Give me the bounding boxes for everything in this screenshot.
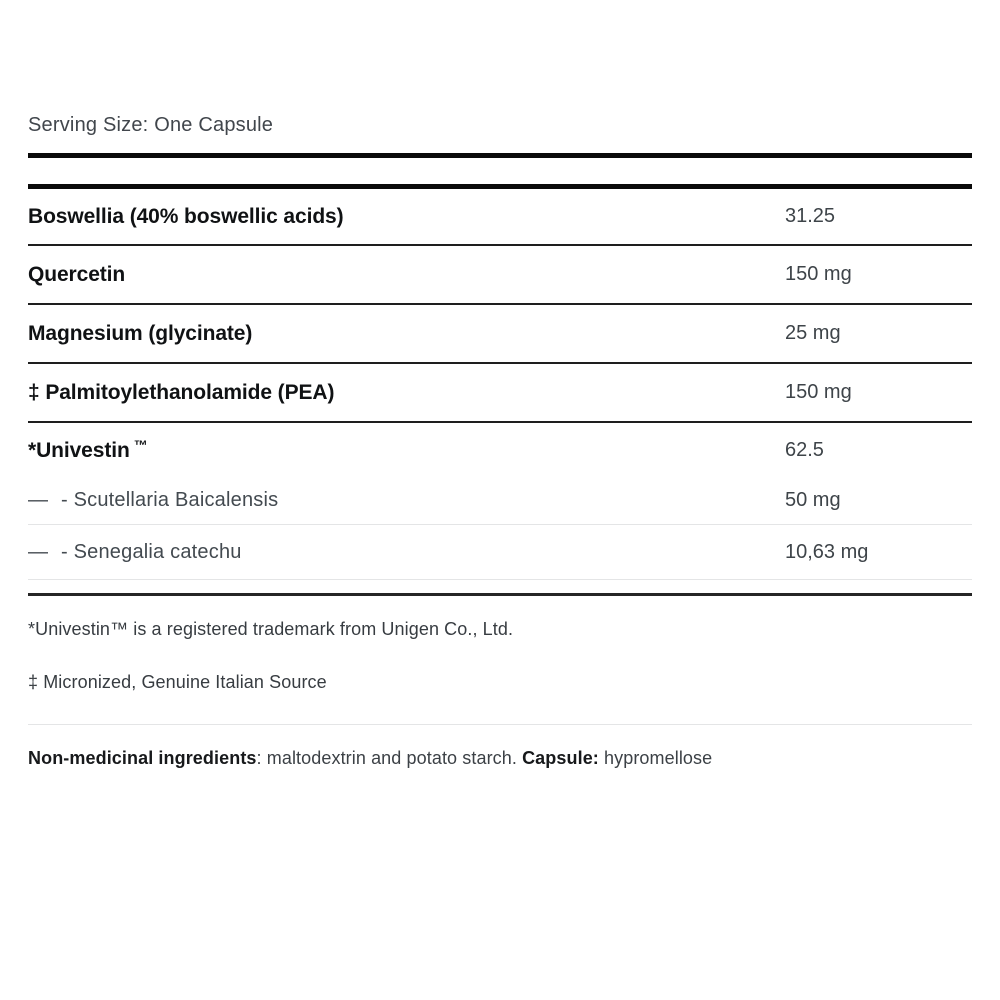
ingredient-amount: 31.25 [785,205,836,227]
ingredient-amount: 150 mg [785,263,852,285]
table-row-scutellaria [28,477,972,525]
dash-prefix: — [28,489,49,511]
table-row-pea [28,364,972,423]
ingredient-amount: 25 mg [785,322,841,344]
non-medicinal-ingredients-line [28,746,972,770]
capsule-text: hypromellose [598,748,713,768]
non-medicinal-text: : maltodextrin and potato starch. [256,748,523,768]
ingredient-name: Boswellia (40% boswellic acids) [28,204,344,228]
ingredient-amount: 50 mg [785,489,841,511]
ingredient-amount: 62.5 [785,438,824,461]
ingredient-name: Quercetin [28,262,126,286]
ingredients-table [28,189,972,580]
non-medicinal-label: Non-medicinal ingredients [28,748,257,768]
divider-thick-top [28,153,972,158]
sub-ingredient-name: — - Scutellaria Baicalensis [28,489,279,511]
table-row-univestin [28,423,972,477]
ingredient-name: ‡ Palmitoylethanolamide (PEA) [28,380,335,404]
divider-light [28,724,972,725]
sub-ingredient-name: — - Senegalia catechu [28,540,242,563]
serving-size-text: Serving Size: One Capsule [28,114,274,136]
table-row-boswellia [28,189,972,246]
divider-thick-bottom [28,593,972,596]
capsule-label: Capsule: [522,748,599,768]
table-row-quercetin [28,246,972,305]
footnote-micronized: ‡ Micronized, Genuine Italian Source [28,672,327,692]
table-row-magnesium [28,305,972,364]
ingredient-amount: 10,63 mg [785,540,869,563]
footnote-univestin: *Univestin™ is a registered trademark from Unigen Co., Ltd. [28,619,514,639]
table-row-senegalia [28,525,972,580]
ingredient-name: *Univestin ™ [28,437,148,462]
trademark-symbol: ™ [133,437,148,453]
ingredient-amount: 150 mg [785,381,852,403]
ingredient-name: Magnesium (glycinate) [28,321,253,345]
dash-prefix: — [28,540,49,563]
